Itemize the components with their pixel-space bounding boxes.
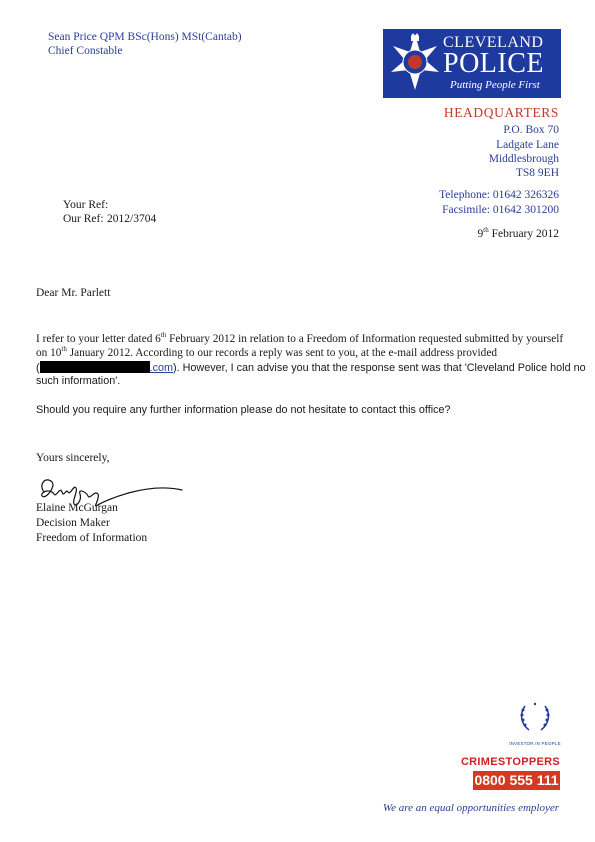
sender-title: Chief Constable xyxy=(48,45,123,57)
your-ref-label: Your Ref: xyxy=(63,199,109,211)
address-line: Middlesbrough xyxy=(488,153,559,165)
date-suffix: th xyxy=(483,226,489,235)
sender-name: Sean Price QPM BSc(Hons) MSt(Cantab) xyxy=(48,31,242,43)
ordinal-suffix: th xyxy=(61,345,67,354)
text-segment: ). However, I can advise you that the response sent was that 'Cleveland Police hold no xyxy=(173,362,586,374)
text-segment: on 10 xyxy=(36,347,62,359)
crimestoppers-number: 0800 555 111 xyxy=(474,772,559,788)
paragraph-2: Should you require any further information please do not hesitate to contact this office? xyxy=(36,404,451,416)
text-segment: ( xyxy=(36,362,40,374)
address-line: P.O. Box 70 xyxy=(503,124,559,136)
paragraph-1-line-3 xyxy=(36,361,586,375)
salutation: Dear Mr. Parlett xyxy=(36,287,111,299)
paragraph-1-line-2 xyxy=(36,347,566,360)
logo-line-police: POLICE xyxy=(443,48,544,79)
hq-heading: HEADQUARTERS xyxy=(443,105,559,120)
cleveland-police-logo xyxy=(383,29,561,98)
signatory-department: Freedom of Information xyxy=(36,532,148,544)
crimestoppers-title: CRIMESTOPPERS xyxy=(460,756,560,768)
laurel-wreath-icon xyxy=(517,700,553,734)
signatory-role: Decision Maker xyxy=(36,517,110,529)
paragraph-1-line-4: such information'. xyxy=(36,375,121,387)
our-ref-value: 2012/3704 xyxy=(107,213,157,225)
our-ref-label: Our Ref: xyxy=(63,213,104,225)
date-day: 9 xyxy=(477,228,484,240)
logo-tagline: Putting People First xyxy=(450,79,540,91)
date-rest: February 2012 xyxy=(488,228,559,240)
logo-line-cleveland: CLEVELAND xyxy=(443,34,544,51)
telephone-number: Telephone: 01642 326326 xyxy=(439,189,559,201)
redacted-email xyxy=(40,361,150,373)
equal-opportunities-statement: We are an equal opportunities employer xyxy=(382,802,559,814)
investor-in-people-logo xyxy=(505,700,565,746)
letter-date xyxy=(478,228,559,240)
address-line: TS8 9EH xyxy=(515,167,559,179)
ordinal-suffix: th xyxy=(160,331,167,340)
closing: Yours sincerely, xyxy=(36,452,110,464)
email-link[interactable]: .com xyxy=(149,362,174,374)
address-line: Ladgate Lane xyxy=(496,139,559,151)
police-star-badge-icon xyxy=(389,32,441,94)
text-segment: January 2012. According to our records a reply was sent to you, at the e-mail address provided xyxy=(66,347,497,359)
signatory-name: Elaine McGurgan xyxy=(36,502,118,514)
iip-label: INVESTOR IN PEOPLE xyxy=(509,741,561,746)
text-segment: February 2012 in relation to a Freedom of Information requested submitted by yourself xyxy=(166,333,564,345)
paragraph-1-line-1 xyxy=(36,333,566,346)
facsimile-number: Facsimile: 01642 301200 xyxy=(442,204,559,216)
text-segment: I refer to your letter dated 6 xyxy=(36,333,161,345)
